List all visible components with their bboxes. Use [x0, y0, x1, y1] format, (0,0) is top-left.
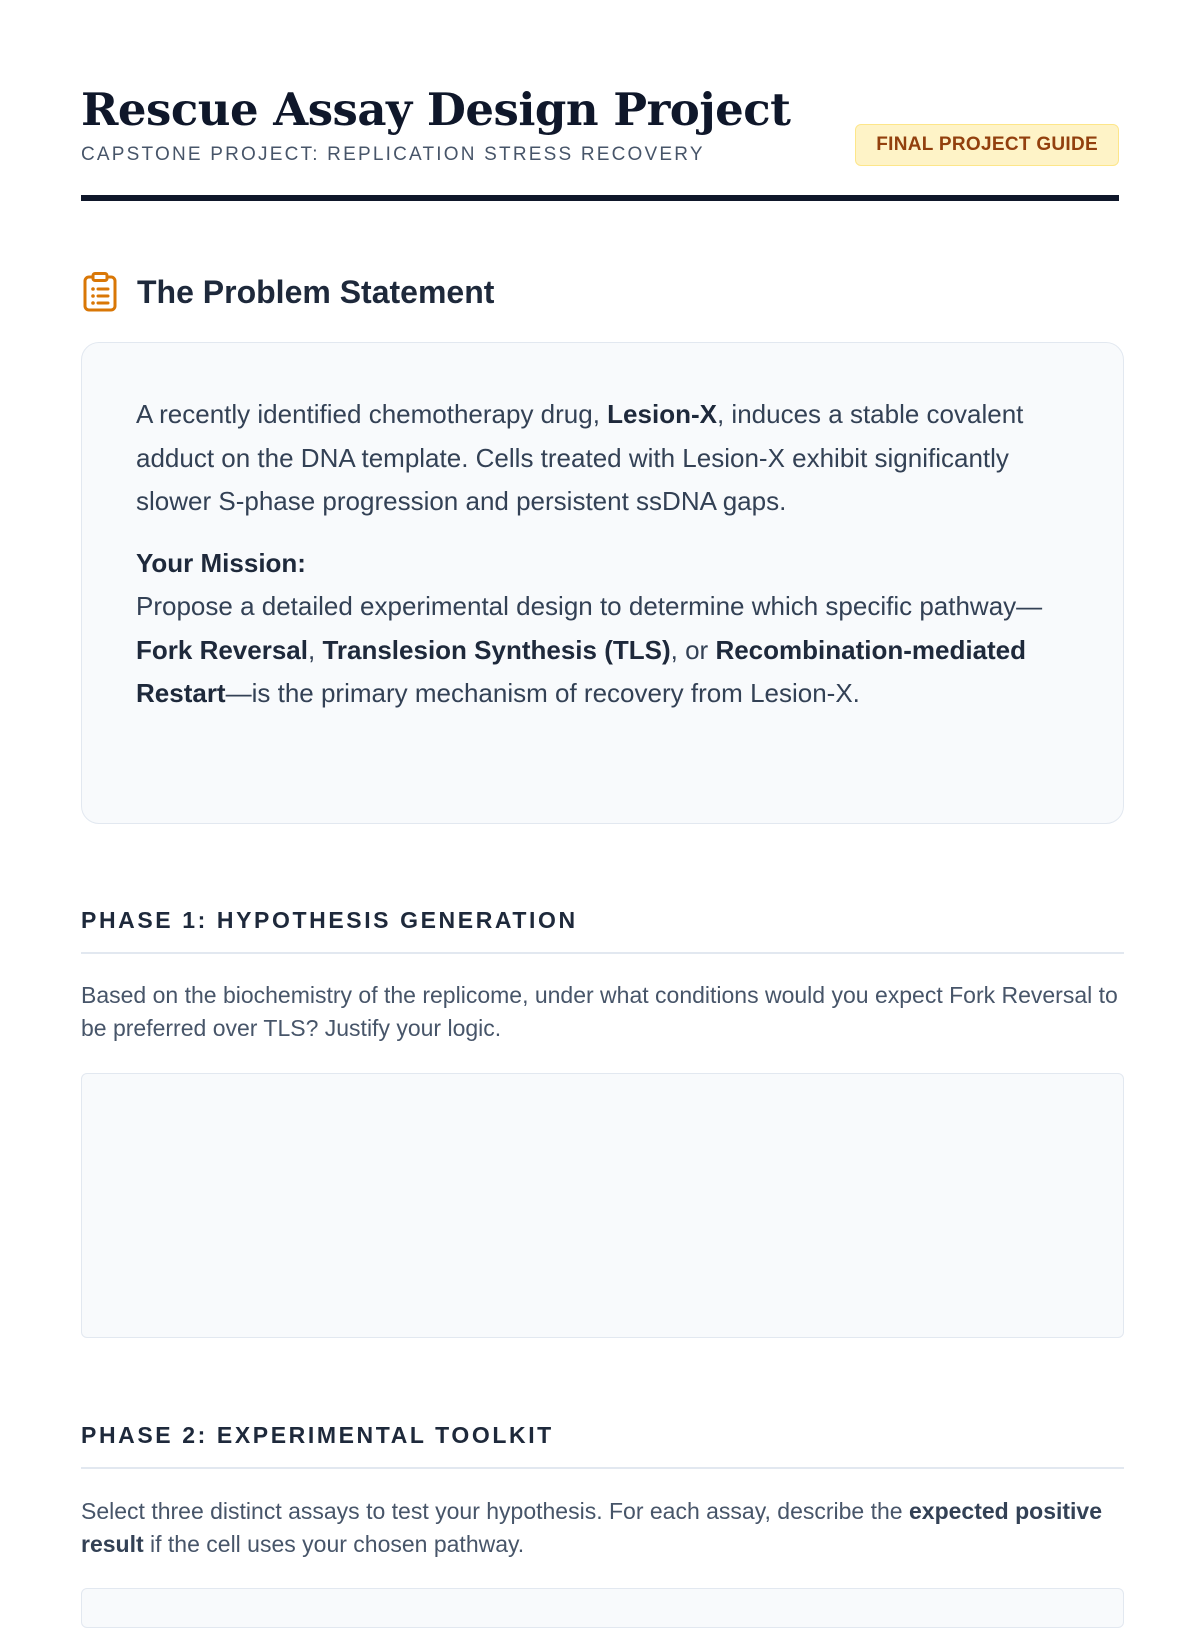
pathway-tls: Translesion Synthesis (TLS): [322, 634, 671, 665]
pathway-fork-reversal: Fork Reversal: [136, 634, 308, 665]
mission-sep-2: , or: [670, 634, 716, 665]
phase2-description: [81, 1495, 1124, 1561]
problem-text-end: , induces a stable covalent adduct on the DNA template. Cells treated with Lesion-X exhibit significantly slower S-phase progression and persistent ssDNA gaps.: [136, 399, 1024, 516]
phase2-desc-end: if the cell uses your chosen pathway.: [143, 1531, 525, 1557]
phase1-description: Based on the biochemistry of the replicome, under what conditions would you expect Fork Reversal to be preferred over TLS? Justify your logic.: [81, 982, 1118, 1041]
phase2-title: PHASE 2: EXPERIMENTAL TOOLKIT: [81, 1422, 1124, 1469]
phase1-title: PHASE 1: HYPOTHESIS GENERATION: [81, 907, 1124, 954]
mission-text-end: —is the primary mechanism of recovery from Lesion-X.: [225, 678, 860, 708]
problem-section-header: [81, 268, 494, 316]
mission-text: [136, 585, 1069, 716]
phase2-answer-box[interactable]: [81, 1588, 1124, 1628]
guide-badge: FINAL PROJECT GUIDE: [855, 124, 1119, 166]
phase1-answer-input[interactable]: [81, 1073, 1124, 1338]
problem-paragraph: [136, 393, 1069, 524]
page-title: Rescue Assay Design Project: [81, 83, 791, 136]
problem-title: The Problem Statement: [137, 273, 495, 310]
page-header: [81, 0, 1119, 201]
mission-label: Your Mission:: [136, 547, 306, 578]
mission-sep-1: ,: [307, 634, 323, 665]
drug-name: Lesion-X: [607, 399, 717, 429]
clipboard-icon: [81, 272, 119, 312]
phase2-desc-start: Select three distinct assays to test your hypothesis. For each assay, describe the: [81, 1498, 909, 1524]
pathway-recombination: Recombination-mediated Restart: [136, 634, 1027, 708]
phase2-desc-emphasis: expected positive result: [81, 1498, 1103, 1557]
mission-text-start: Propose a detailed experimental design to determine which specific pathway—: [136, 591, 1043, 621]
problem-text-start: A recently identified chemotherapy drug,: [136, 399, 608, 429]
page-subtitle: CAPSTONE PROJECT: REPLICATION STRESS RECOVERY: [81, 144, 705, 165]
problem-statement-box: [81, 342, 1124, 824]
